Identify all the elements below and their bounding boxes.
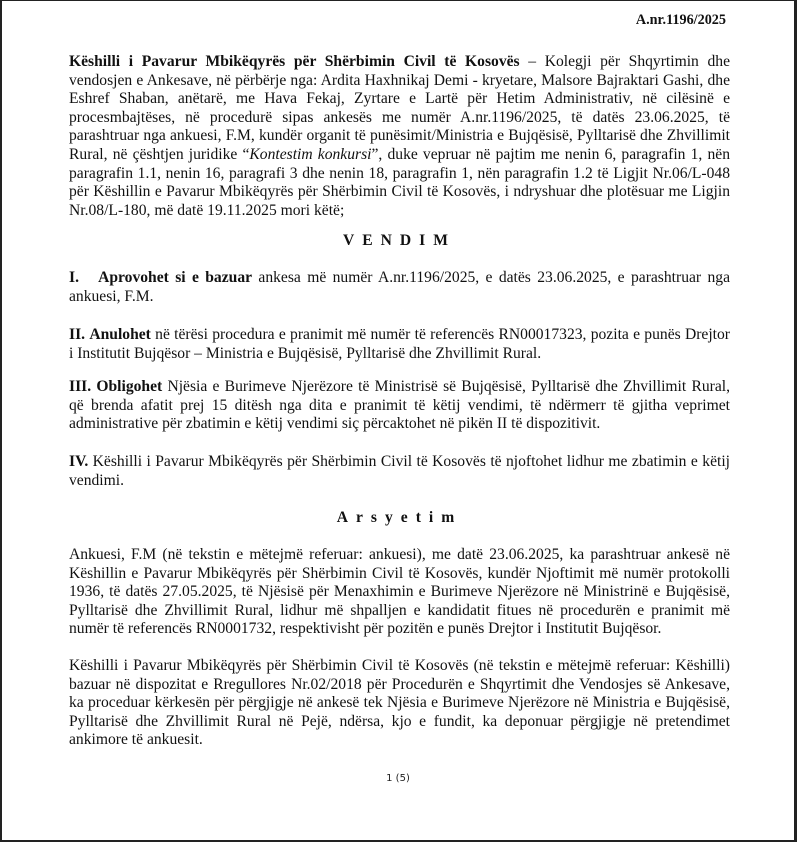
item-number: III. bbox=[69, 378, 92, 395]
item-text: Njësia e Burimeve Njerëzore të Ministrisë së Bujqësisë, Pylltarisë dhe Zhvillimit Rural, që brenda afatit prej 15 ditësh nga dita e pranimit të këtij vendimi, të ndërmerr të gjitha veprimet administrative për zbatimin e këtij vendimi siç përcaktohet në pikën II të dispozitivit. bbox=[69, 378, 730, 433]
decision-item-1 bbox=[69, 269, 730, 306]
reasoning-paragraph-1: Ankuesi, F.M (në tekstin e mëtejmë referuar: ankuesi), me datë 23.06.2025, ka parashtruar ankesë në Këshillin e Pavarur Mbikëqyrës për Shërbimin Civil të Kosovës, kundër Njoftimit më numër protokolli 1936, të datës 27.05.2025, të Njësisë për Menaxhimin e Burimeve Njerëzore në Ministrinë e Bujqësisë, Pylltarisë dhe Zhvillimit Rural, lidhur më shpalljen e kandidatit fitues në procedurën e pranimit më numër të referencës RN0001732, respektivisht për pozitën e punës Drejtor i Institutit Bujqësor. bbox=[69, 546, 730, 638]
item-number: IV. bbox=[69, 453, 89, 470]
item-text: ankesa më numër A.nr.1196/2025, e datës 23.06.2025, e parashtruar nga ankuesi, F.M. bbox=[69, 269, 730, 305]
case-subject: Kontestim konkursi bbox=[249, 145, 372, 163]
item-text: Këshilli i Pavarur Mbikëqyrës për Shërbimin Civil të Kosovës të njoftohet lidhur me zbatimin e këtij vendimi. bbox=[69, 453, 730, 489]
item-verb: Aprovohet si e bazuar bbox=[98, 269, 253, 286]
item-text: në tërësi procedura e pranimit më numër të referencës RN00017323, pozita e punës Drejtor i Institutit Bujqësor – Ministria e Bujqësisë, Pylltarisë dhe Zhvillimit Rural. bbox=[69, 326, 731, 362]
page-number: 1 (5) bbox=[386, 773, 410, 784]
intro-paragraph bbox=[69, 53, 730, 220]
document-page bbox=[2, 1, 794, 840]
document-number: A.nr.1196/2025 bbox=[635, 12, 726, 28]
intro-text-2: ”, duke vepruar në pajtim me nenin 6, paragrafin 1, nën paragrafin 1.1, nenin 16, paragrafi 3 dhe nenin 18, paragrafin 1, nën paragrafin 1.2 të Ligjit Nr.06/L-048 për Këshillin e Pavarur Mbikëqyrës për Shërbimin Civil të Kosovës, i ndryshuar dhe plotësuar me Ligjin Nr.08/L-180, më datë 19.11.2025 mori këtë; bbox=[69, 145, 730, 219]
item-verb: Obligohet bbox=[96, 378, 163, 395]
council-name: Këshilli i Pavarur Mbikëqyrës për Shërbimin Civil të Kosovës bbox=[69, 53, 520, 70]
item-verb: Anulohet bbox=[89, 326, 151, 343]
reasoning-heading: Arsyetim bbox=[336, 509, 463, 526]
decision-item-3 bbox=[69, 378, 730, 434]
item-number: II. bbox=[69, 326, 86, 343]
decision-heading: VENDIM bbox=[343, 232, 456, 249]
decision-item-4 bbox=[69, 453, 730, 490]
intro-text-1: – Kolegji për Shqyrtimin dhe vendosjen e Ankesave, në përbërje nga: Ardita Haxhnikaj Demi - kryetare, Malsore Bajraktari Gashi, dhe Eshref Shaban, anëtarë, me Hava Fekaj, Zyrtare e Lartë për Hetim Administrativ, në cilësinë e procesmbajtëses, në procedurë sipas ankesës me numër A.nr.1196/2025, të datës 23.06.2025, të parashtruar nga ankuesi, F.M, kundër organit të punësimit/Ministria e Bujqësisë, Pylltarisë dhe Zhvillimit Rural, në çështjen juridike “ bbox=[69, 53, 730, 163]
item-number: I. bbox=[69, 269, 79, 286]
decision-item-2 bbox=[69, 326, 730, 363]
reasoning-paragraph-2: Këshilli i Pavarur Mbikëqyrës për Shërbimin Civil të Kosovës (në tekstin e mëtejmë referuar: Këshilli) bazuar në dispozitat e Rregullores Nr.02/2018 për Procedurën e Shqyrtimit dhe Vendosjes së Ankesave, ka proceduar kërkesën për përgjigje në ankesë tek Njësia e Burimeve Njerëzore në Ministria e Bujqësisë, Pylltarisë dhe Zhvillimit Rural në Pejë, ndërsa, kjo e fundit, ka deponuar përgjigje në pretendimet ankimore të ankuesit. bbox=[69, 657, 730, 749]
